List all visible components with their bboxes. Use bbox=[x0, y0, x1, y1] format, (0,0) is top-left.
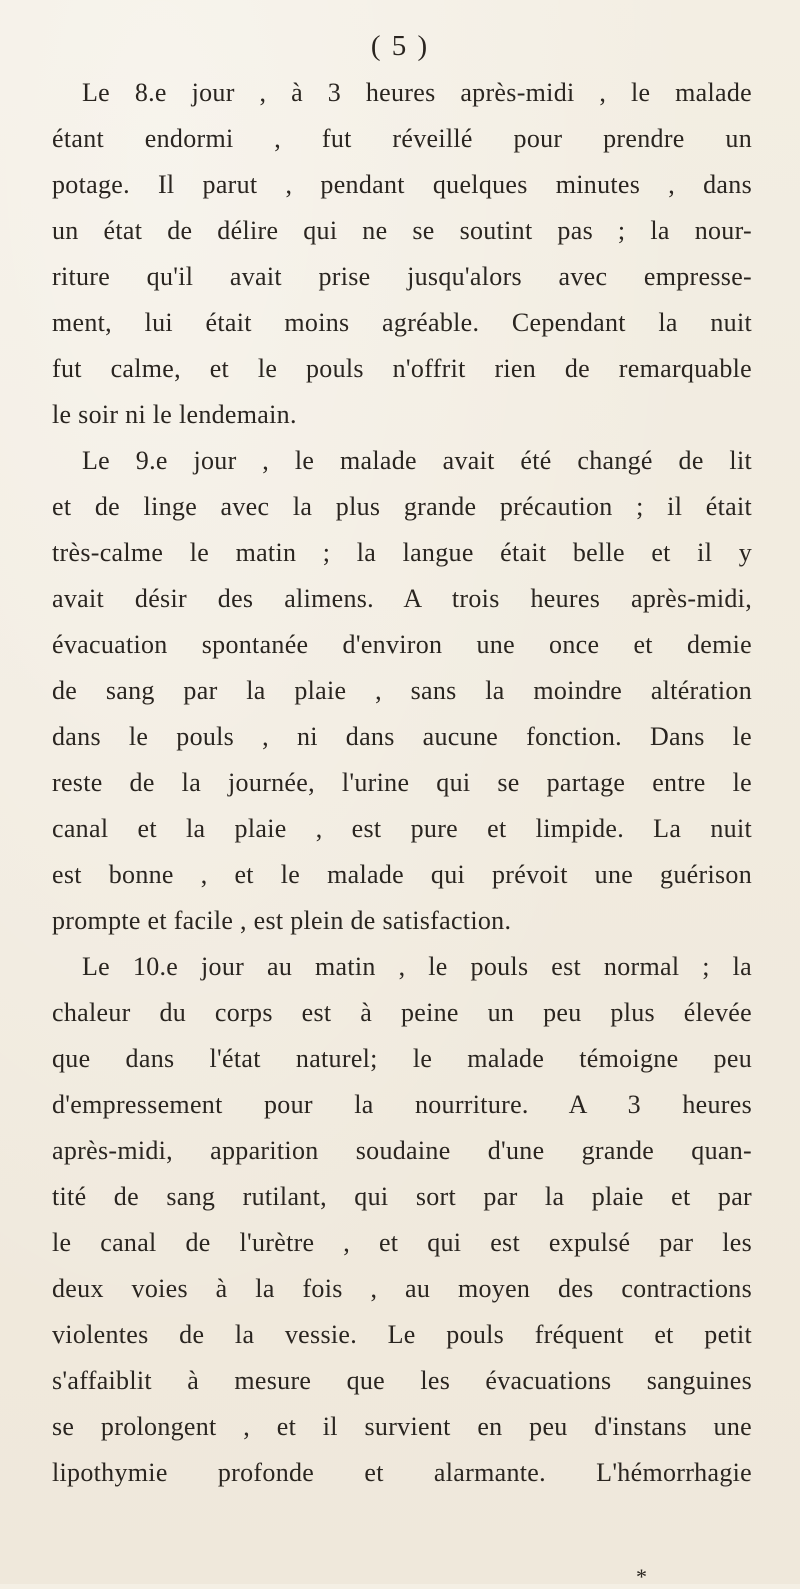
text-line: Le 9.e jour , le malade avait été changé de lit bbox=[82, 446, 752, 475]
signature-mark: * bbox=[636, 1564, 647, 1589]
text-line: chaleur du corps est à peine un peu plus élevée bbox=[52, 998, 752, 1027]
text-line: riture qu'il avait prise jusqu'alors avec empresse- bbox=[52, 262, 752, 291]
text-line: canal et la plaie , est pure et limpide. La nuit bbox=[52, 814, 752, 843]
text-line: prompte et facile , est plein de satisfaction. bbox=[52, 906, 512, 935]
text-line: lipothymie profonde et alarmante. L'hémorrhagie bbox=[52, 1458, 752, 1487]
text-line: deux voies à la fois , au moyen des contractions bbox=[52, 1274, 752, 1303]
text-line: que dans l'état naturel; le malade témoigne peu bbox=[52, 1044, 752, 1073]
text-line: un état de délire qui ne se soutint pas ; la nour- bbox=[52, 216, 752, 245]
text-line: de sang par la plaie , sans la moindre altération bbox=[52, 676, 752, 705]
text-line: Le 10.e jour au matin , le pouls est normal ; la bbox=[82, 952, 752, 981]
body-text bbox=[52, 70, 752, 1496]
text-line: potage. Il parut , pendant quelques minutes , dans bbox=[52, 170, 752, 199]
text-line: évacuation spontanée d'environ une once et demie bbox=[52, 630, 752, 659]
text-line: très-calme le matin ; la langue était belle et il y bbox=[52, 538, 752, 567]
text-line: le soir ni le lendemain. bbox=[52, 400, 297, 429]
page-number: ( 5 ) bbox=[370, 30, 430, 62]
text-line: est bonne , et le malade qui prévoit une guérison bbox=[52, 860, 752, 889]
text-line: d'empressement pour la nourriture. A 3 heures bbox=[52, 1090, 752, 1119]
text-line: étant endormi , fut réveillé pour prendre un bbox=[52, 124, 752, 153]
text-line: tité de sang rutilant, qui sort par la plaie et par bbox=[52, 1182, 752, 1211]
text-line: Le 8.e jour , à 3 heures après-midi , le malade bbox=[82, 78, 752, 107]
text-line: reste de la journée, l'urine qui se partage entre le bbox=[52, 768, 752, 797]
text-line: se prolongent , et il survient en peu d'instans une bbox=[52, 1412, 752, 1441]
text-line: et de linge avec la plus grande précaution ; il était bbox=[52, 492, 752, 521]
text-line: ment, lui était moins agréable. Cependant la nuit bbox=[52, 308, 752, 337]
text-line: dans le pouls , ni dans aucune fonction. Dans le bbox=[52, 722, 752, 751]
text-line: après-midi, apparition soudaine d'une grande quan- bbox=[52, 1136, 752, 1165]
text-line: avait désir des alimens. A trois heures après-midi, bbox=[52, 584, 752, 613]
text-line: violentes de la vessie. Le pouls fréquent et petit bbox=[52, 1320, 752, 1349]
text-line: fut calme, et le pouls n'offrit rien de remarquable bbox=[52, 354, 752, 383]
text-line: s'affaiblit à mesure que les évacuations sanguines bbox=[52, 1366, 752, 1395]
text-line: le canal de l'urètre , et qui est expulsé par les bbox=[52, 1228, 752, 1257]
